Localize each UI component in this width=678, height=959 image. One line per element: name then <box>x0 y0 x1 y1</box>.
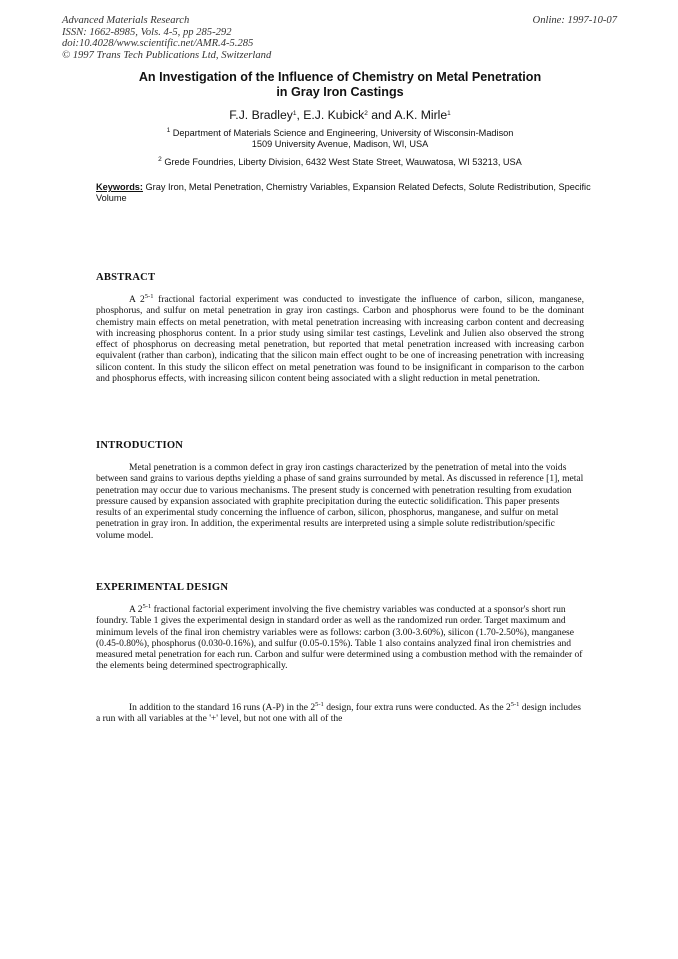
author-separator: and <box>367 108 395 122</box>
affiliation-1-marker: 1 <box>166 127 171 134</box>
affiliation-1-line-2: 1509 University Avenue, Madison, WI, USA <box>251 139 429 150</box>
paper-title <box>60 70 620 100</box>
affiliation-2-marker: 2 <box>158 156 162 163</box>
keywords-text: Gray Iron, Metal Penetration, Chemistry Variables, Expansion Related Defects, Solute Redistribution, Specific Volume <box>96 182 591 204</box>
keywords-label: Keywords: <box>96 182 143 192</box>
abstract-paragraph: A 2$^{5-1}$ fractional factorial experiment was conducted to investigate the influence of carbon, silicon, manganese, phosphorus, and sulfur on metal penetration in gray iron castings. Carbon and phosphorus were found to be the dominant chemistry main effects on metal penetration, with metal penetration increasing with increasing carbon content and decreasing with increasing phosphorus content. In a prior study using similar test castings, Levelink and Julien also observed the strong effect of phosphorus on decreasing metal penetration, but reported that metal penetration increased with increasing carbon equivalent (rather than carbon), indicating that the silicon main effect ought to be one of increasing penetration with increasing silicon content. In this study the silicon effect on metal penetration was found to be insignificant in comparison to the carbon and phosphorus effects, with increasing silicon content being associated with a slight reduction in metal penetration. <box>96 293 585 385</box>
author-2-affiliation: 2 <box>364 110 368 117</box>
experimental-design-heading: EXPERIMENTAL DESIGN <box>96 582 229 593</box>
title-line-1: An Investigation of the Influence of Chemistry on Metal Penetration <box>138 70 542 84</box>
abstract-heading: ABSTRACT <box>96 272 156 283</box>
author-1-affiliation: 1 <box>292 110 297 117</box>
introduction-heading: INTRODUCTION <box>96 440 184 451</box>
introduction-paragraph: Metal penetration is a common defect in gray iron castings characterized by the penetration of metal into the voids between sand grains to various depths yielding a phase of sand grains surrounded by metal. As discussed in reference [1], metal penetration may occur due to various mechanisms. The present study is concerned with penetration resulting from exudation pressure caused by expansion associated with graphite precipitation during the eutectic solidification. This paper presents results of an experimental study concerning the influence of carbon, silicon, phosphorus, manganese, and sulfur on metal penetration in gray iron. In addition, the experimental results are interpreted using a simple solute redistribution/specific volume model. <box>96 462 584 541</box>
doi-line: doi:10.4028/www.scientific.net/AMR.4-5.285 <box>62 38 254 50</box>
journal-header <box>62 15 617 61</box>
online-date: Online: 1997-10-07 <box>532 15 617 26</box>
title-line-2: in Gray Iron Castings <box>276 85 404 99</box>
author-list <box>60 108 620 122</box>
author-3-affiliation: 1 <box>447 110 451 117</box>
affiliation-2 <box>60 157 620 168</box>
author-1: F.J. Bradley <box>229 108 293 122</box>
journal-name: Advanced Materials Research <box>62 15 190 26</box>
author-separator: , <box>296 108 304 122</box>
affiliation-2-text: Grede Foundries, Liberty Division, 6432 West State Street, Wauwatosa, WI 53213, USA <box>161 157 522 167</box>
copyright-line: © 1997 Trans Tech Publications Ltd, Switzerland <box>62 49 272 61</box>
experimental-paragraph-2: In addition to the standard 16 runs (A-P) in the 2$^{5-1}$ design, four extra runs were conducted. As the 2$^{5-1}$ design includes a run with all variables at the '+' level, but not one with all of the <box>96 701 581 725</box>
author-3: A.K. Mirle <box>394 108 448 122</box>
affiliation-1 <box>60 128 620 151</box>
keywords-block <box>96 182 596 205</box>
affiliation-1-line-1: Department of Materials Science and Engineering, University of Wisconsin-Madison <box>170 128 514 138</box>
experimental-paragraph-1: A 2$^{5-1}$ fractional factorial experiment involving the five chemistry variables was conducted at a sponsor's short run foundry. Table 1 gives the experimental design in standard order as well as the randomized run order. Target maximum and minimum levels of the final iron chemistry variables were as follows: carbon (3.00-3.60%), silicon (1.70-2.50%), manganese (0.45-0.80%), phosphorus (0.030-0.16%), and sulfur (0.05-0.15%). Table 1 also contains analyzed final iron chemistries and measured metal penetration for each run. Carbon and sulfur were determined using a combustion method with the remainder of the elements being determined spectrographically. <box>96 603 583 672</box>
author-2: E.J. Kubick <box>303 108 365 122</box>
issn-line: ISSN: 1662-8985, Vols. 4-5, pp 285-292 <box>62 26 232 38</box>
